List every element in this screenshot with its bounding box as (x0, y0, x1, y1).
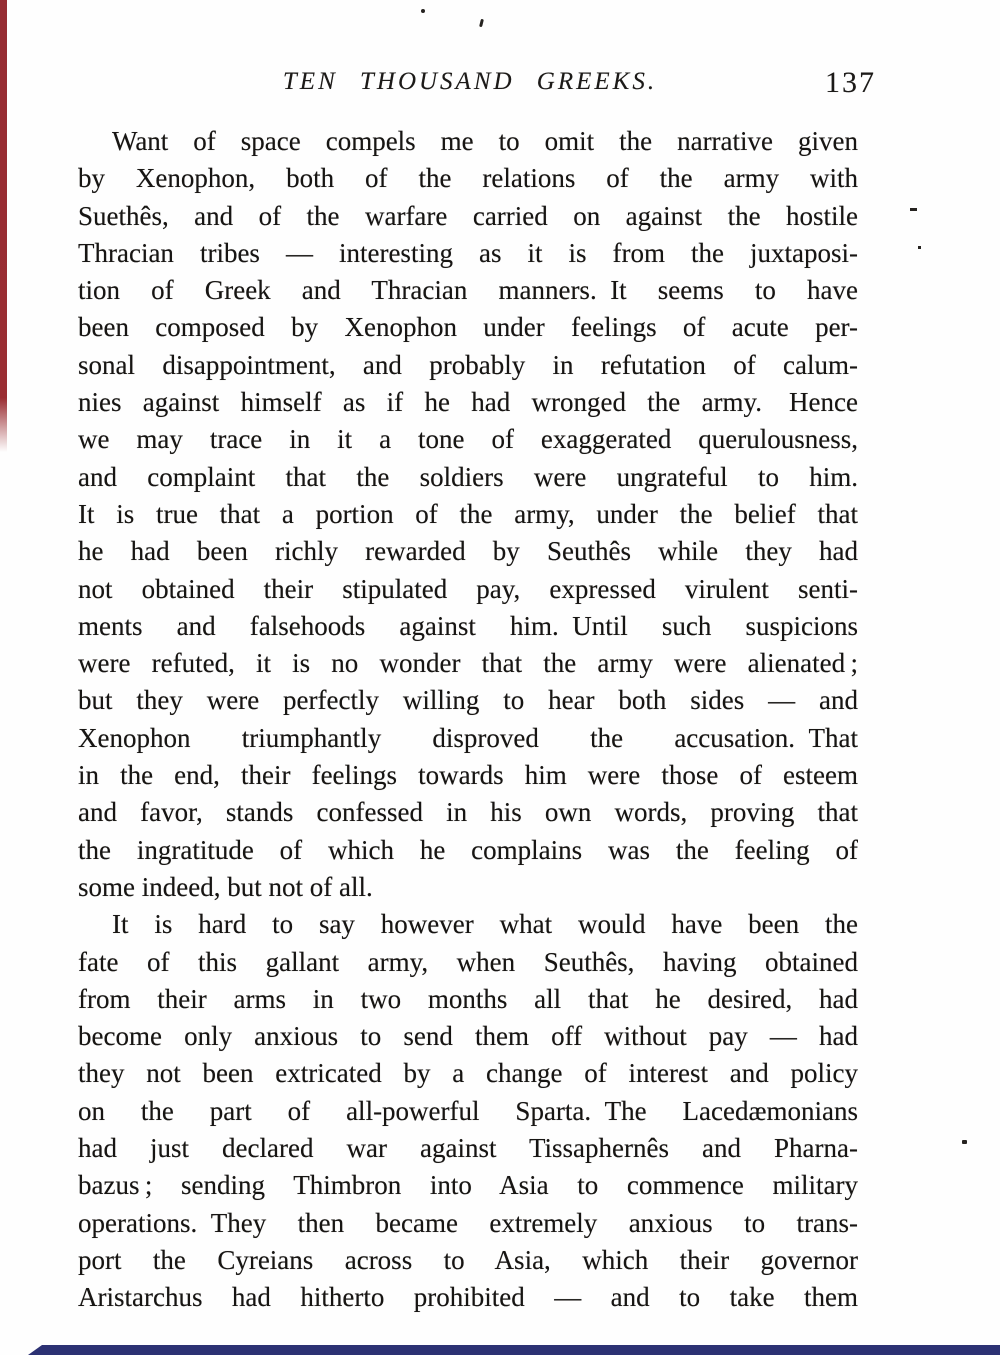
text-line: ments and falsehoods against him. Until such suspicions (78, 610, 858, 641)
text-line: nies against himself as if he had wronged the army. Hence (78, 387, 858, 418)
text-line: had just declared war against Tissaphernês and Pharna- (78, 1133, 858, 1164)
text-line: been composed by Xenophon under feelings of acute per- (78, 312, 858, 343)
text-line: on the part of all-powerful Sparta. The Lacedæmonians (78, 1095, 858, 1126)
ink-speck (918, 246, 921, 249)
text-line: operations. They then became extremely anxious to trans- (78, 1207, 858, 1238)
text-line: but they were perfectly willing to hear both sides — and (78, 685, 858, 716)
scan-edge-bottom (28, 1345, 1000, 1355)
text-line: by Xenophon, both of the relations of the army with (78, 163, 858, 194)
running-header-title: TEN THOUSAND GREEKS. (282, 68, 658, 95)
text-line: fate of this gallant army, when Seuthês, having obtained (78, 946, 858, 977)
text-line: It is true that a portion of the army, under the belief that (78, 498, 858, 529)
text-line: the ingratitude of which he complains was the feeling of (78, 834, 858, 865)
text-line: some indeed, but not of all. (78, 871, 373, 902)
text-line: port the Cyreians across to Asia, which their governor (78, 1244, 858, 1275)
text-line: they not been extricated by a change of interest and policy (78, 1058, 858, 1089)
ink-speck (421, 9, 425, 13)
text-line: It is hard to say however what would have been the (112, 909, 858, 940)
text-line: Aristarchus had hitherto prohibited — and to take them (78, 1282, 858, 1313)
text-line: in the end, their feelings towards him were those of esteem (78, 760, 858, 791)
text-line: were refuted, it is no wonder that the army were alienated ; (78, 648, 858, 679)
page-body (78, 123, 858, 1317)
ink-speck (910, 208, 917, 211)
text-line: from their arms in two months all that he desired, had (78, 983, 858, 1014)
page-number: 137 (825, 66, 876, 99)
text-line: not obtained their stipulated pay, expressed virulent senti- (78, 573, 858, 604)
text-line: we may trace in it a tone of exaggerated querulousness, (78, 424, 858, 455)
text-line: Suethês, and of the warfare carried on against the hostile (78, 200, 858, 231)
text-line: sonal disappointment, and probably in refutation of calum- (78, 349, 858, 380)
text-line: and complaint that the soldiers were ungrateful to him. (78, 461, 858, 492)
ink-speck (962, 1140, 967, 1144)
text-line: Want of space compels me to omit the narrative given (112, 126, 858, 156)
text-line: Thracian tribes — interesting as it is from the juxtaposi- (78, 237, 858, 268)
ink-speck (479, 19, 484, 27)
text-line: bazus ; sending Thimbron into Asia to commence military (78, 1170, 858, 1201)
text-line: and favor, stands confessed in his own words, proving that (78, 797, 858, 828)
text-line: tion of Greek and Thracian manners. It seems to have (78, 275, 858, 306)
text-line: Xenophon triumphantly disproved the accusation. That (78, 722, 858, 753)
text-line: become only anxious to send them off without pay — had (78, 1021, 858, 1052)
text-line: he had been richly rewarded by Seuthês while they had (78, 536, 858, 567)
